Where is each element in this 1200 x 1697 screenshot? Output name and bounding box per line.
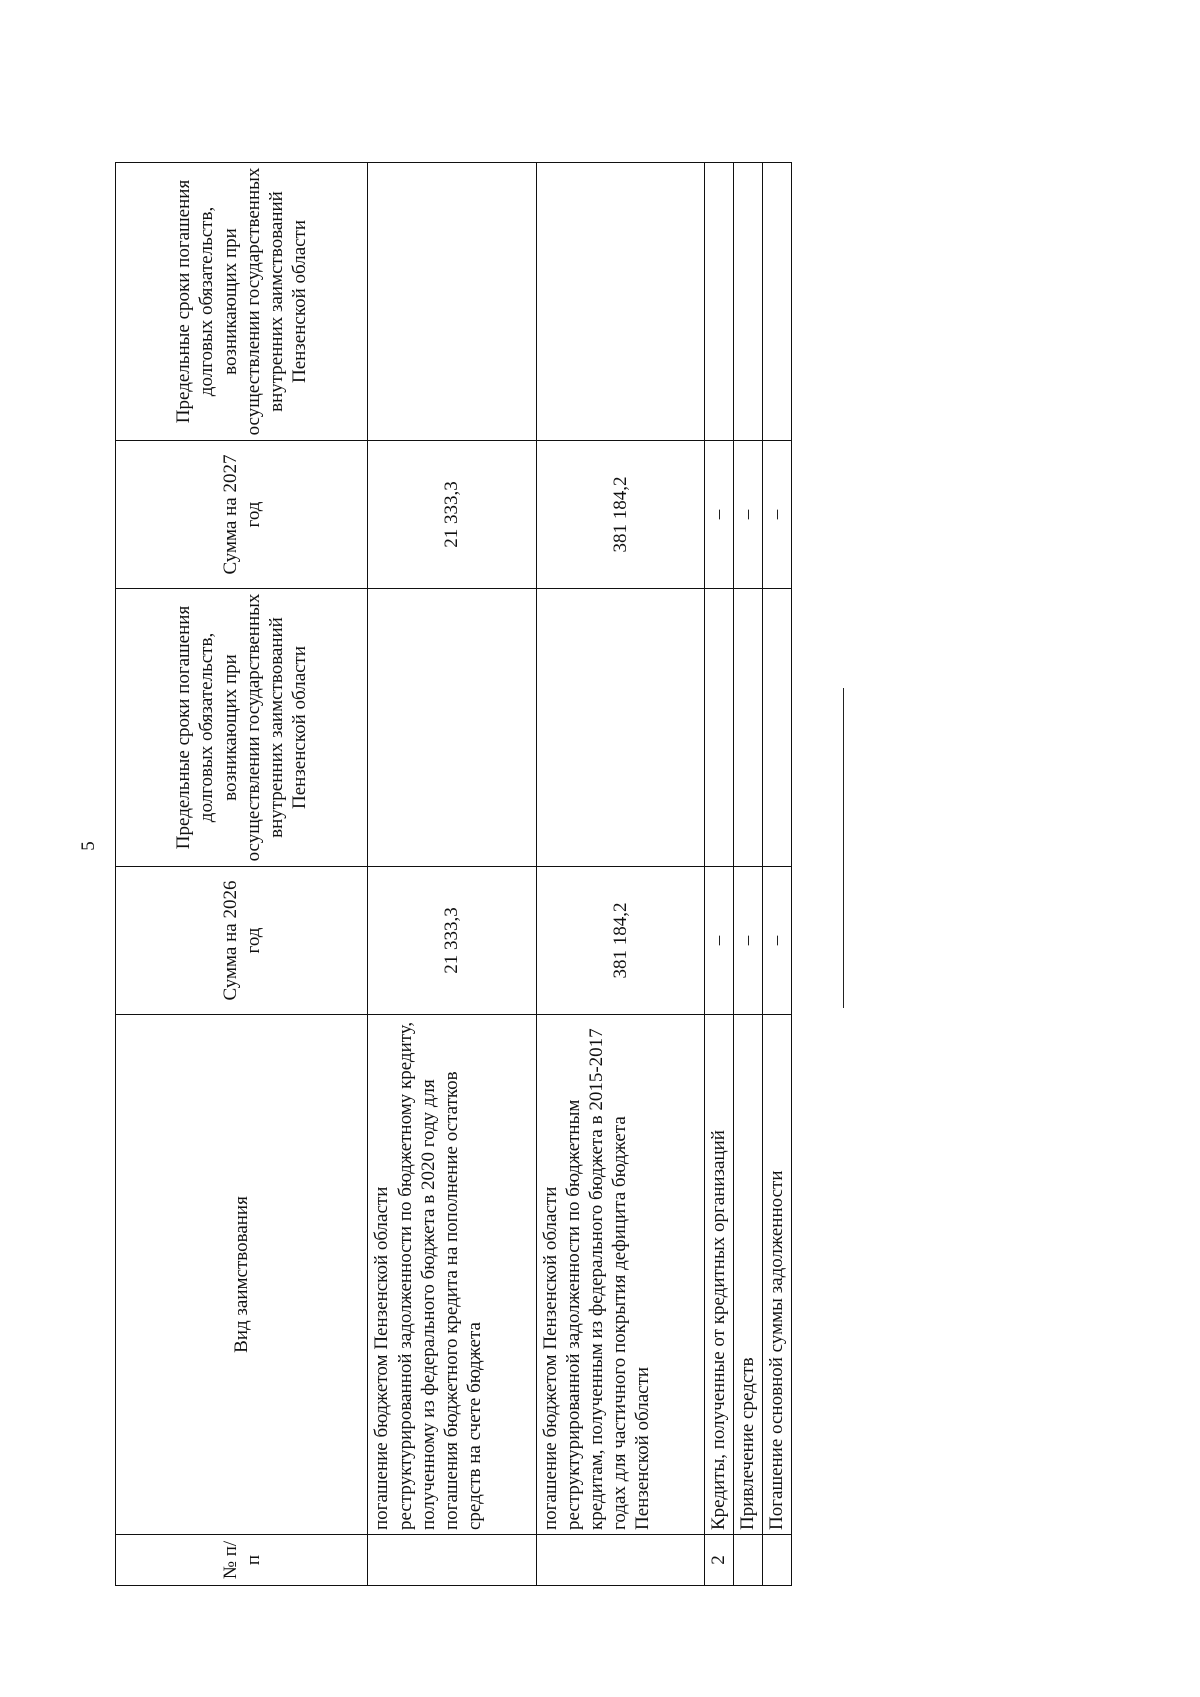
cell-sum-2026: 21 333,3 xyxy=(368,867,536,1015)
cell-term-2026 xyxy=(733,589,762,867)
cell-num xyxy=(368,1535,536,1586)
cell-sum-2027: 381 184,2 xyxy=(536,441,704,589)
end-separator-line xyxy=(843,688,844,1008)
header-num: № п/п xyxy=(116,1535,368,1586)
cell-term-2026 xyxy=(762,589,791,867)
borrowing-table-container xyxy=(115,162,792,1586)
table-row xyxy=(704,163,733,1586)
page-number: 5 xyxy=(78,841,99,851)
cell-term-2026 xyxy=(368,589,536,867)
borrowing-table xyxy=(115,162,792,1586)
cell-term-2027 xyxy=(762,163,791,441)
cell-term-2026 xyxy=(704,589,733,867)
cell-num xyxy=(733,1535,762,1586)
table-row xyxy=(733,163,762,1586)
cell-sum-2026: 381 184,2 xyxy=(536,867,704,1015)
cell-sum-2026: – xyxy=(704,867,733,1015)
table-row xyxy=(536,163,704,1586)
header-kind: Вид заимствования xyxy=(116,1015,368,1535)
cell-num: 2 xyxy=(704,1535,733,1586)
table-row xyxy=(762,163,791,1586)
cell-sum-2027: – xyxy=(733,441,762,589)
cell-sum-2027: – xyxy=(762,441,791,589)
cell-term-2027 xyxy=(536,163,704,441)
cell-sum-2026: – xyxy=(733,867,762,1015)
cell-kind: погашение бюджетом Пензенской области реструктурированной задолженности по бюджетным кредитам, полученным из федерального бюджета в 2015-2017 годах для частичного покрытия дефицита бюджета Пензенской области xyxy=(536,1015,704,1535)
cell-sum-2026: – xyxy=(762,867,791,1015)
cell-num xyxy=(536,1535,704,1586)
cell-kind: Кредиты, полученные от кредитных организаций xyxy=(704,1015,733,1535)
header-term-2027: Предельные сроки погашения долговых обязательств, возникающих при осуществлении государственных внутренних заимствований Пензенской области xyxy=(116,163,368,441)
header-term-2026: Предельные сроки погашения долговых обязательств, возникающих при осуществлении государственных внутренних заимствований Пензенской области xyxy=(116,589,368,867)
cell-sum-2027: 21 333,3 xyxy=(368,441,536,589)
table-row xyxy=(368,163,536,1586)
cell-term-2027 xyxy=(704,163,733,441)
cell-kind: погашение бюджетом Пензенской области реструктурированной задолженности по бюджетному кредиту, полученному из федерального бюджета в 2020 году для погашения бюджетного кредита на пополнение остатков средств на счете бюджета xyxy=(368,1015,536,1535)
table-header-row xyxy=(116,163,368,1586)
cell-num xyxy=(762,1535,791,1586)
cell-term-2026 xyxy=(536,589,704,867)
cell-kind: Погашение основной суммы задолженности xyxy=(762,1015,791,1535)
header-sum-2027: Сумма на 2027 год xyxy=(116,441,368,589)
cell-sum-2027: – xyxy=(704,441,733,589)
cell-term-2027 xyxy=(368,163,536,441)
cell-kind: Привлечение средств xyxy=(733,1015,762,1535)
header-sum-2026: Сумма на 2026 год xyxy=(116,867,368,1015)
cell-term-2027 xyxy=(733,163,762,441)
